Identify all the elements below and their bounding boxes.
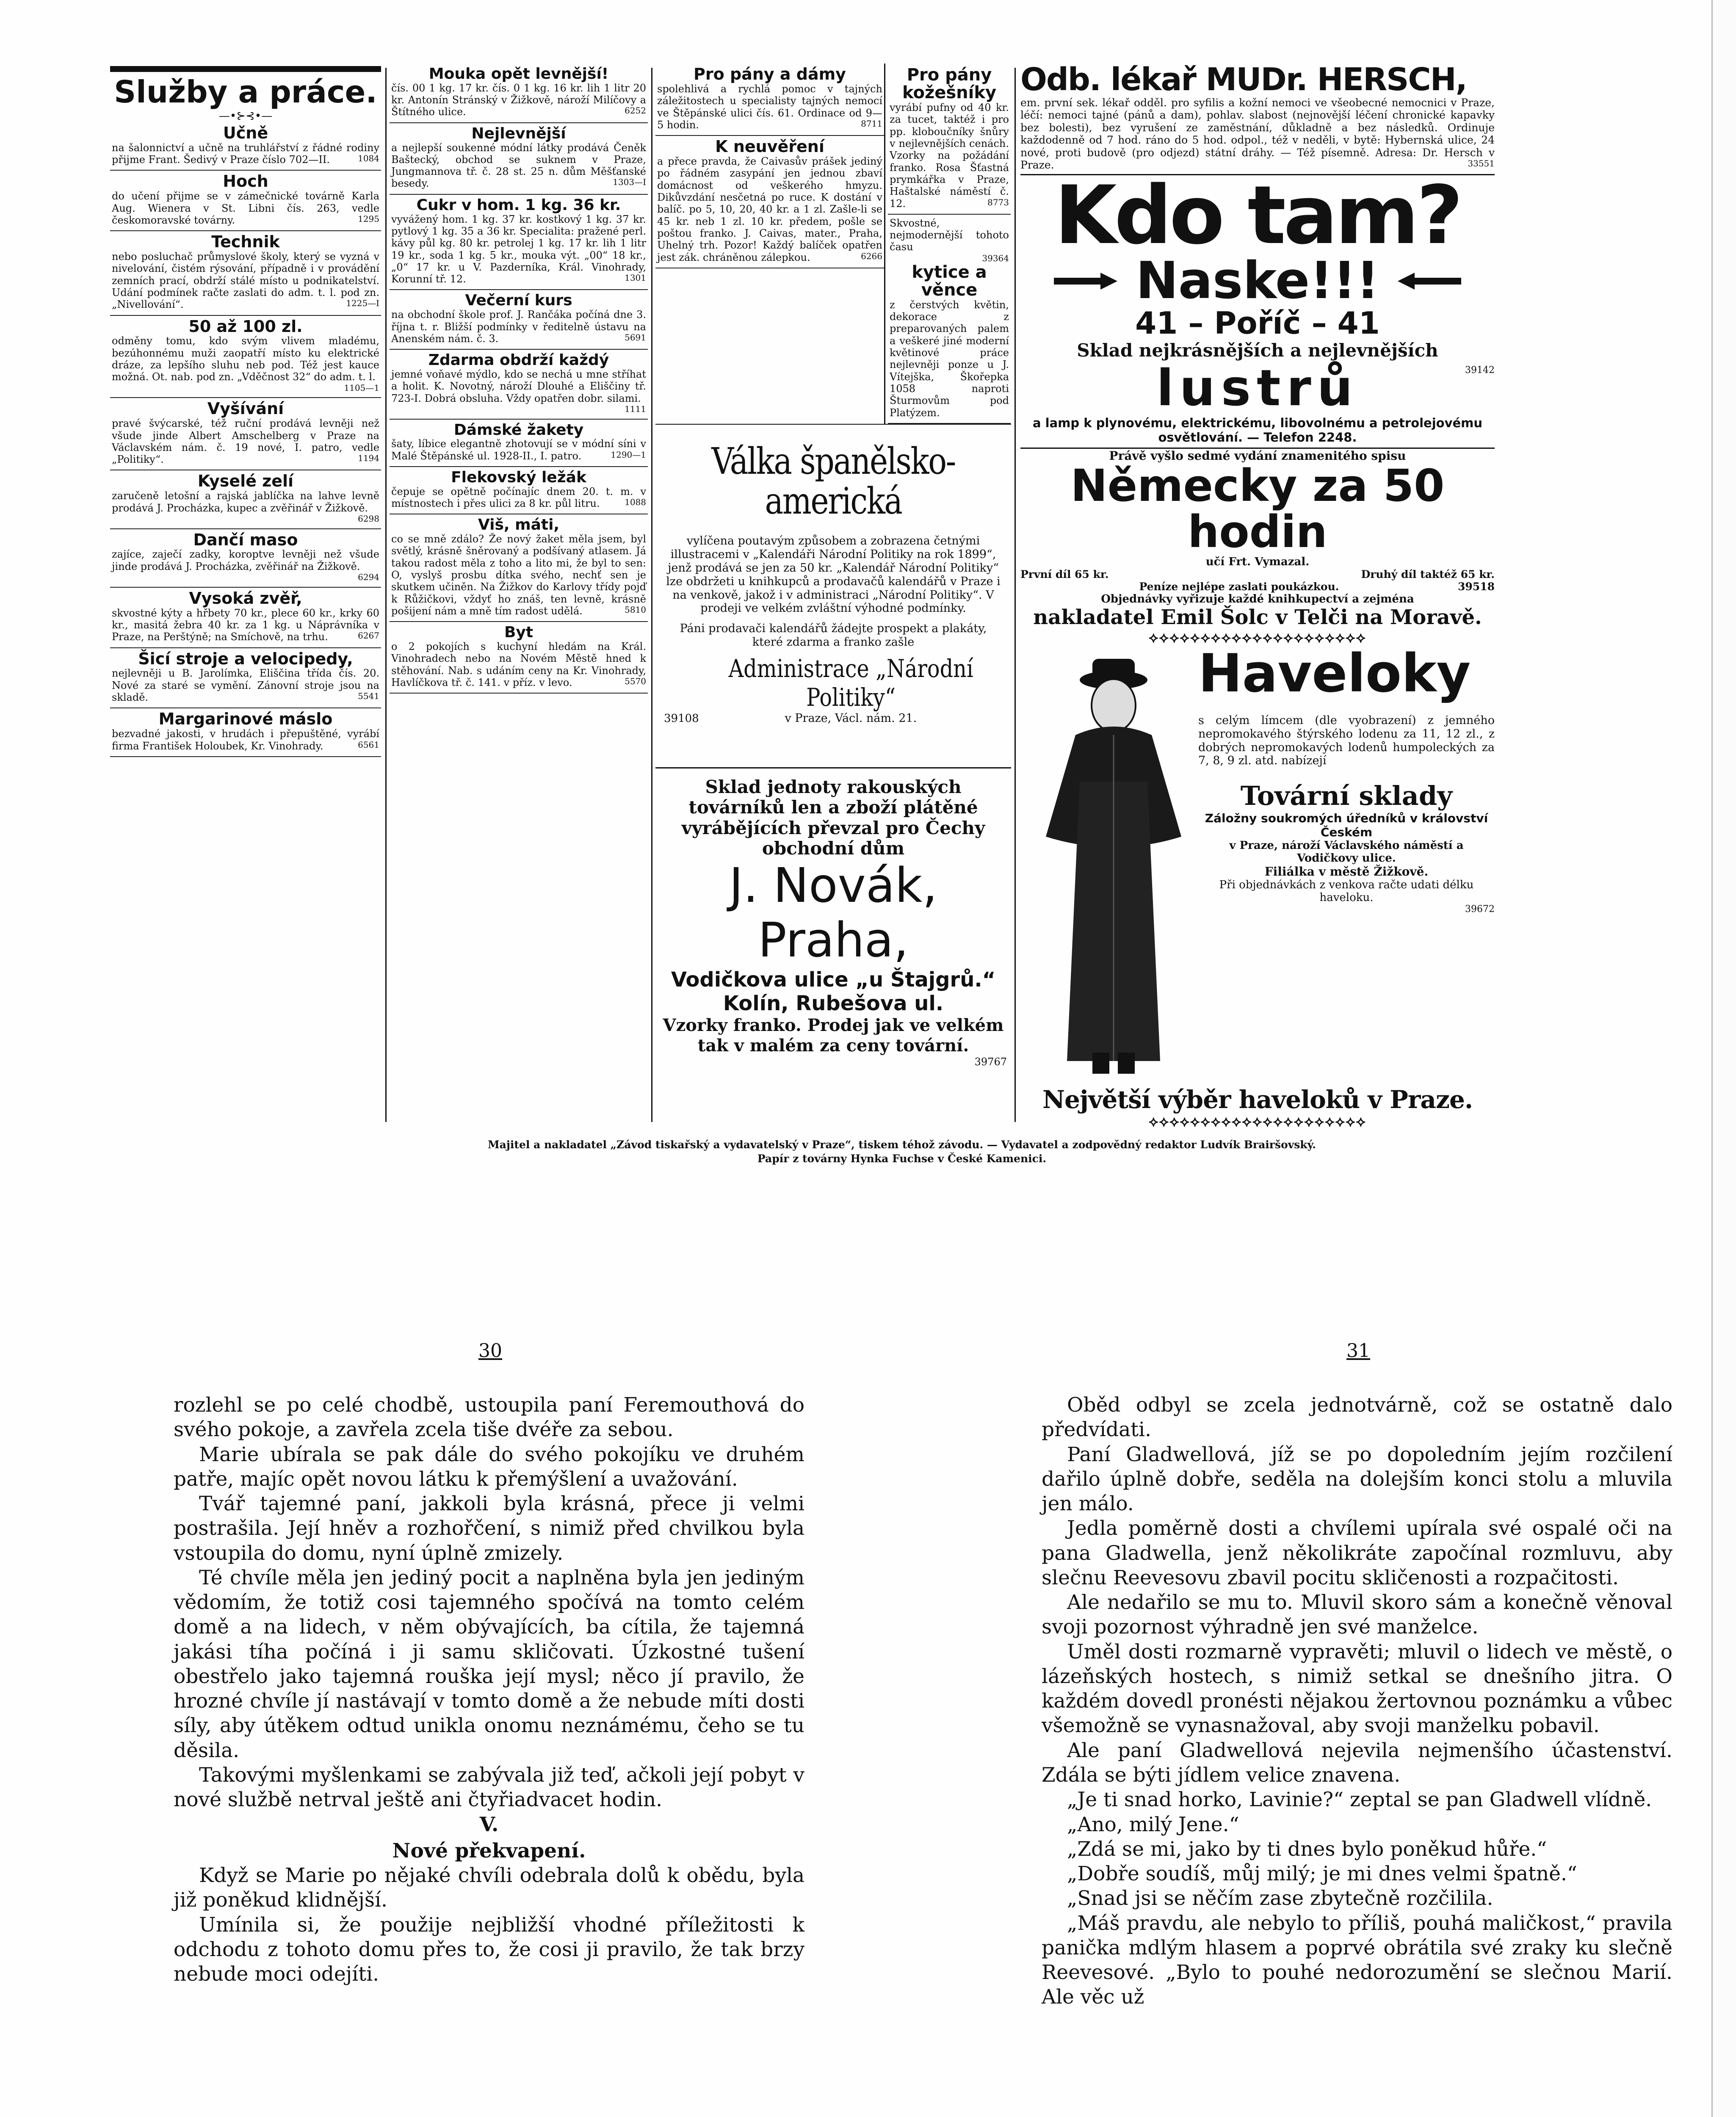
classified-ad: [110, 122, 381, 171]
page-right-edge: [1711, 0, 1736, 2117]
ad-title: Šicí stroje a velocipedy,: [138, 649, 353, 668]
ad-text: vyvážený hom. 1 kg. 37 kr. kostkový 1 kg. 37 kr. pytlový 1 kg. 35 a 36 kr. Specialita: pražené perl. kávy půl kg. 80 kr. petrolej 1 kg. 17 kr. lih 1 litr 19 kr., soda 1 kg. 5 kr., mouka výt. „00“ 18 kr., „0“ 17 kr. u V. Pazderníka, Král. Vinohrady, Korunní tř. 12. 1301: [391, 213, 646, 285]
classified-ad: [110, 708, 381, 757]
classified-ad: [110, 529, 381, 588]
ad-column-1: [110, 64, 381, 757]
ad-title: 50 až 100 zl.: [188, 317, 303, 336]
ad-number: 1303—I: [613, 177, 646, 188]
pointing-hand-right-icon: [1054, 268, 1126, 294]
war-admin: Administrace „Národní Politiky“: [728, 654, 973, 712]
naske-title: Naske!!!: [1136, 251, 1379, 310]
ad-text: čís. 00 1 kg. 17 kr. čís. 0 1 kg. 16 kr. lih 1 litr 20 kr. Antonín Stránský v Žižkově, nároží Milíčovy a Štítného ulice. 6252: [391, 82, 646, 118]
classified-ad: [390, 123, 648, 195]
ad-number: 1111: [625, 404, 646, 414]
haveloky-zalozny: Záložny soukromých úředníků v království Českém: [1205, 811, 1488, 840]
ad-number: 6252: [625, 105, 646, 116]
ad-text: z čerstvých květin, dekorace z preparovaných palem a veškeré jiné moderní květinové práce nejlevněji ponze u J. Vítejška, Škořepka 1058 naproti Šturmovům pod Platýzem.: [890, 298, 1009, 419]
page-31-text: [1042, 1393, 1672, 2010]
classified-ad: [390, 420, 648, 467]
imprint-line-1: Majitel a nakladatel „Závod tiskařský a vydavatelský v Praze“, tiskem téhož závodu. — Vydavatel a zodpovědný redaktor Ludvík Brairšovský.: [487, 1139, 1316, 1151]
page-number-left: 30: [478, 1340, 502, 1362]
ad-text: zaručeně letošní a rajská jablíčka na lahve levně prodává J. Procházka, kupec a zvěřinář v Žižkově. 6298: [112, 490, 379, 524]
ad-title: Pro pány kožešníky: [902, 65, 997, 102]
nem-part-2: Druhý díl taktéž 65 kr.: [1361, 568, 1495, 580]
ad-number: 1290—1: [611, 449, 646, 460]
ad-number: 8711: [861, 118, 882, 129]
nem-part-1: První díl 65 kr.: [1020, 568, 1109, 580]
nem-title: Německy za 50 hodin: [1070, 460, 1445, 558]
ad-text: na obchodní škole prof. J. Rančáka počíná dne 3. října t. r. Bližší podmínky v ředitelně ústavu na Anenském nám. č. 3. 5691: [391, 309, 646, 345]
coat-illustration-icon: [1029, 655, 1198, 1078]
kdo-tam-headline: Kdo tam?: [1054, 168, 1461, 262]
ad-column-3: [655, 64, 1011, 1076]
novak-tail: Vzorky franko. Prodej jak ve velkém tak v malém za ceny tovární.: [663, 1015, 1004, 1056]
ornament-border: ⟡⟡⟡⟡⟡⟡⟡⟡⟡⟡⟡⟡⟡⟡⟡⟡⟡⟡⟡⟡⟡: [1149, 629, 1366, 646]
ad-number: 1088: [625, 497, 646, 508]
ad-number: 6267: [358, 630, 379, 641]
haveloky-ad: [1020, 643, 1495, 1086]
paragraph: Uměl dosti rozmarně vypravěti; mluvil o lidech ve městě, o lázeňských hostech, s nimiž setkal se dnešního jitra. O každém dovedl pronésti nějakou žertovnou poznámku a vůbec všemožně se vynasnažoval, aby svoji manželku pobavil.: [1042, 1640, 1672, 1738]
ad-number: 1295: [358, 213, 379, 224]
ad-list: [390, 64, 648, 694]
ad-text: vyrábí pufny od 40 kr. za tucet, taktéž i pro pp. kloboučníky šnůry v nejlevnějších cenách. Vzorky na požádání franko. Rosa Šťastná prymkářka v Praze, Haštalské náměstí č. 12. 8773: [890, 102, 1009, 210]
ad-number: 8773: [987, 197, 1009, 207]
pointing-hand-left-icon: [1389, 268, 1461, 294]
classified-ad: [110, 470, 381, 529]
paragraph: Tvář tajemné paní, jakkoli byla krásná, přece ji velmi postrašila. Její hněv a rozhořčení, s nimiž před chvilkou byla vstoupila do domu, nyní úplně zmizely.: [174, 1492, 804, 1565]
nem-payment: Peníze nejlépe zaslati poukázkou. 39518: [1139, 580, 1495, 593]
advertisement-sheet: [110, 64, 1651, 1130]
nem-number: 39518: [1458, 580, 1495, 593]
paragraph: „Snad jsi se něčím zase zbytečně rozčilila.: [1067, 1887, 1493, 1910]
lustru-number: 39142: [1465, 365, 1495, 376]
ad-text: spolehlivá a rychlá pomoc v tajných záležitostech u specialisty tajných nemocí ve Štěpánské ulici čís. 61. Ordinace od 9—5 hodin. 8711: [657, 83, 882, 131]
novak-address-1: Vodičkova ulice „u Štajgrů.“: [671, 967, 996, 992]
ad-text: zajíce, zaječí zadky, koroptve levněji než všude jinde prodává J. Procházka, zvěřinář na Žižkově. 6294: [112, 548, 379, 583]
novak-ad: [655, 767, 1011, 1076]
paragraph: Když se Marie po nějaké chvíli odebrala dolů k obědu, byla již poněkud klidnější.: [174, 1864, 804, 1912]
novak-name: J. Novák, Praha,: [729, 858, 937, 968]
ad-list: [885, 64, 1011, 424]
classified-ad: [110, 398, 381, 470]
chapter-number: V.: [479, 1813, 499, 1836]
column-rule: [651, 68, 652, 1122]
nem-author: učí Frt. Vymazal.: [1205, 555, 1310, 568]
column-rule: [1015, 68, 1016, 1122]
ad-title: Technik: [211, 232, 280, 251]
ad-title: Margarinové máslo: [158, 710, 333, 729]
ad-column-2: [390, 64, 648, 694]
page-top-margin: [0, 0, 1736, 64]
haveloky-banner: Největší výběr haveloků v Praze.: [1042, 1085, 1473, 1114]
naske-row: [1020, 251, 1495, 310]
paragraph: Té chvíle měla jen jediný pocit a naplněna byla jen jediným vědomím, že totiž cosi tajemného spočívá na tomto celém domě a na lidech, v něm obývajících, ba cítila, že tajemná jakási tíha počíná i ji samu skličovati. Úzkostné tušení obestřelo jako tajemná rouška její mysl; něco jí pravilo, že hrozné chvíle jí nastávají v tomto domě a že nebude míti dosti síly, aby útěkem odtud unikla onomu neznámému, čeho se tu děsila.: [174, 1566, 804, 1762]
paragraph: „Zdá se mi, jako by ti dnes bylo poněkud hůře.“: [1067, 1837, 1547, 1861]
ad-text: na šalonnictví a učně na truhlářství z řádné rodiny přijme Frant. Šedivý v Praze číslo 702—II. 1084: [112, 141, 379, 166]
page-30-text: [174, 1393, 804, 1987]
lamp-line: a lamp k plynovému, elektrickému, libovolnému a petrolejovému osvětlování. — Telefon 2248.: [1032, 415, 1483, 445]
classified-ad: [110, 588, 381, 648]
haveloky-filial: Filiálka v městě Žižkově.: [1264, 865, 1429, 879]
classified-ad: [390, 350, 648, 419]
nem-publisher: nakladatel Emil Šolc v Telči na Moravě.: [1033, 605, 1482, 629]
haveloky-number: 39672: [1465, 904, 1495, 915]
nem-intro: Právě vyšlo sedmé vydání znamenitého spisu: [1109, 449, 1406, 463]
ornament-border: ⟡⟡⟡⟡⟡⟡⟡⟡⟡⟡⟡⟡⟡⟡⟡⟡⟡⟡⟡⟡⟡: [1149, 1113, 1366, 1130]
paragraph: Marie ubírala se pak dále do svého pokojíku ve druhém patře, majíc opět novou látku k přemýšlení a uvažování.: [174, 1443, 804, 1491]
ad-text: šaty, líbice elegantně zhotovují se v módní síni v Malé Štěpánské ul. 1928-II., I. patro. 1290—1: [391, 438, 646, 462]
ad-title: Vysoká zvěř,: [189, 589, 302, 608]
novak-number: 39767: [974, 1056, 1007, 1068]
ad-text: odměny tomu, kdo svým vlivem mladému, bezúhonnému muži zaopatří místo ku elektrické dráze, za lepšího sluhu neb pod. Též jest kauce možná. Ot. nab. pod zn. „Vděčnost 32“ do adm. t. l. 1105—1: [112, 335, 379, 393]
ad-title: Hoch: [223, 172, 268, 191]
ad-number: 1194: [358, 453, 379, 464]
paragraph: Oběd odbyl se zcela jednotvárně, což se ostatně dalo předvídati.: [1042, 1393, 1672, 1442]
war-address: v Praze, Václ. nám. 21.: [785, 711, 917, 725]
ad-number: 6266: [861, 251, 882, 261]
paragraph: Umínila si, že použije nejbližší vhodné příležitosti k odchodu z tohoto domu přes to, že cosi ji pravilo, že tak brzy nebude moci odejíti.: [174, 1913, 804, 1986]
column-rule: [385, 68, 387, 1122]
haveloky-address: v Praze, nároží Václavského náměstí a Vodičkovy ulice.: [1229, 839, 1464, 865]
ad-text: a nejlepší soukenné módní látky prodává Čeněk Baštecký, obchod se suknem v Praze, Jungmannova tř. č. 28 st. 25 n. dům Měšťanské besedy. 1303—I: [391, 141, 646, 190]
ad-number: 5570: [625, 676, 646, 687]
war-text: vylíčena poutavým způsobem a zobrazena četnými illustracemi v „Kalendáři Národní Politiky na rok 1899“, jenž prodává se jen za 50 kr. „Kalendář Národní Politiky“ lze obdržeti u knihkupců a prodavačů kalendářů v Praze i na venkově, jakož i v administraci „Národní Politiky“. V prodeji ve velkém zvláštní výhodné podmínky.: [666, 534, 1001, 615]
ad-number: 1084: [358, 153, 379, 163]
haveloky-order: Při objednávkách z venkova račte udati délku haveloku.: [1219, 879, 1474, 904]
black-rule: [110, 66, 381, 72]
ad-title: Pro pány a dámy: [694, 65, 846, 83]
ad-number: 5541: [358, 691, 379, 702]
ad-text: jemné voňavé mýdlo, kdo se nechá u mne stříhat a holit. K. Novotný, nároží Dlouhé a Eliščiny tř. 723-I. Dobrá obsluha. Vždy opatřen dobr. silami. 1111: [391, 368, 646, 414]
haveloky-text: s celým límcem (dle vyobrazení) z jemného nepromokavého štýrského lodenu za 11, 12 zl., z dobrých nepromokavých lodenů humpoleckých za 7, 8, 9 zl. atd. nabízejí: [1198, 713, 1495, 768]
ad-text: a přece pravda, že Caivasův prášek jediný po řádném zasypání jen jednou zbaví domácnost od veškerého hmyzu. Dikůvzdání nesčetná po ruce. K dostání v balíč. po 5, 10, 20, 40 kr. a 1 zl. Zašle-li se 45 kr. neb 1 zl. 10 kr. předem, pošle se poštou franko. J. Caivas, mater., Praha, Uhelný trh. Pozor! Každý balíček opatřen jest zák. chráněnou zálepkou. 6266: [657, 155, 882, 263]
paragraph: Paní Gladwellová, jíž se po dopoledním jejím rozčilení dařilo úplně dobře, seděla na dolejším konci stolu a mluvila jen málo.: [1042, 1443, 1672, 1516]
classified-ad: [390, 290, 648, 350]
paragraph: rozlehl se po celé chodbě, ustoupila paní Feremouthová do svého pokoje, a zavřela zcela tiše dvéře za sebou.: [174, 1393, 804, 1442]
war-title: Válka španělsko-americká: [711, 440, 955, 523]
ad-title: Dančí maso: [193, 530, 298, 549]
ad-number: 5810: [625, 605, 646, 615]
haveloky-sklady: Tovární sklady: [1240, 780, 1453, 812]
ad-title: kytice a věnce: [912, 262, 987, 300]
ad-title: Večerní kurs: [465, 292, 572, 310]
ad-number: 5691: [625, 332, 646, 343]
ad-list: [110, 122, 381, 757]
nem-orders: Objednávky vyřizuje každé knihkupectví a zejména: [1101, 592, 1414, 605]
war-number: 39108: [664, 712, 699, 725]
paragraph: „Máš pravdu, ale nebylo to příliš, pouhá maličkost,“ pravila panička mdlým hlasem a poprvé obrátila své zraky ku slečně Reevesové. „Bylo to pouhé nedorozumění se slečnou Marií. Ale věc už: [1042, 1911, 1672, 2009]
novak-address-2: Kolín, Rubešova ul.: [723, 991, 944, 1015]
classified-ad: [390, 195, 648, 290]
ad-title: Flekovský ležák: [451, 468, 586, 486]
novak-intro: Sklad jednoty rakouských továrníků len a zboží plátěné vyrábějících převzal pro Čechy obchodní dům: [681, 776, 985, 859]
ad-number: 6298: [358, 513, 379, 524]
section-header: Služby a práce.: [114, 74, 377, 110]
classified-ad: [110, 648, 381, 709]
paragraph: „Dobře soudíš, můj milý; je mi dnes velmi špatně.“: [1067, 1862, 1577, 1886]
ad-number: 1105—1: [344, 382, 379, 393]
imprint: [203, 1138, 1601, 1166]
classified-ad: [390, 514, 648, 622]
ad-pretext: Skvostné, nejmodernější tohoto času: [890, 217, 1009, 253]
page-number-right: 31: [1346, 1340, 1370, 1362]
ad-title: Kyselé zelí: [197, 472, 294, 491]
hersch-title: Odb. lékař MUDr. HERSCH,: [1020, 64, 1467, 98]
ad-number: 6294: [358, 572, 379, 583]
chapter-title: Nové překvapení.: [392, 1839, 586, 1863]
ad-list: [655, 64, 884, 424]
war-text-2: Páni prodavači kalendářů žádejte prospekt a plakáty, které zdarma a franko zašle: [680, 622, 987, 649]
ornament: —•⊱⊰•—: [218, 109, 273, 122]
paragraph: „Je ti snad horko, Lavinie?“ zeptal se pan Gladwell vlídně.: [1067, 1788, 1652, 1812]
ad-text: co se mně zdálo? Že nový žaket měla jsem, byl světlý, krásně šněrovaný a podšívaný atlasem. Já takou radost měla z toho a lito mi, že byl to sen: O, vyslyš prosbu dítka svého, nechť sen je skutkem učiněn. Na Žižkov do Karlovy třídy pojď k Růžičkovi, vždyť ho znáš, ten levně, krásně pošijení nám a mně tím radost udělá. 5810: [391, 533, 646, 617]
paragraph: Ale nedařilo se mu to. Mluvil skoro sám a konečně věnoval svoji pozornost výhradně jen své manželce.: [1042, 1591, 1672, 1639]
ad-text: pravé švýcarské, též ruční prodává levněji než všude jinde Albert Amschelberg v Praze na Václavském nám. č. 19 nové, I. patro, vedle „Politiky“. 1194: [112, 417, 379, 466]
ad-title: Cukr v hom. 1 kg. 36 kr.: [416, 196, 621, 214]
ad-title: Nejlevnější: [471, 124, 566, 142]
ad-title: Mouka opět levnější!: [428, 65, 609, 83]
ad-pretext-number: 39364: [982, 253, 1009, 263]
sklad-line: Sklad nejkrásnějších a nejlevnějších: [1077, 340, 1438, 361]
classified-ad: [655, 136, 884, 268]
classified-ad: [390, 467, 648, 514]
imprint-line-2: Papír z továrny Hynka Fuchse v České Kamenici.: [757, 1152, 1047, 1165]
classified-ad: [888, 64, 1011, 215]
ad-text: nebo posluchač průmyslové školy, který se vyzná v nivelování, čistém rýsování, případně i v provádění zemních prací, obdrží stálé místo u podnikatelství. Udání podmínek račte zaslati do adm. t. l. pod zn. „Nivellování“. 1225—I: [112, 251, 379, 311]
classified-ad: [390, 64, 648, 123]
paragraph: Ale paní Gladwellová nejevila nejmenšího účastenství. Zdála se býti jídlem velice znavena.: [1042, 1738, 1672, 1787]
ad-text: do učení přijme se v zámečnické továrně Karla Aug. Wienera v St. Libni čís. 263, vedle českomoravské továrny. 1295: [112, 190, 379, 226]
ad-text: o 2 pokojích s kuchyní hledám na Král. Vinohradech nebo na Novém Městě hned k stěhování. Nab. s udáním ceny na Kr. Vinohrady, Havlíčkova tř. č. 141. v příz. v levo. 5570: [391, 641, 646, 689]
ad-title: Viš, máti,: [478, 516, 560, 534]
classified-ad: [888, 215, 1011, 424]
classified-ad: [110, 171, 381, 231]
ad-row-top: [655, 64, 1011, 424]
ad-title: Vyšívání: [207, 399, 284, 418]
classified-ad: [390, 622, 648, 694]
ad-text: skvostné kýty a hřbety 70 kr., plece 60 kr., krky 60 kr., masitá žebra 40 kr. za 1 kg. u Náprávníka v Praze, na Perštýně; na Smíchově, na trhu. 6267: [112, 607, 379, 643]
ad-title: Učně: [223, 123, 268, 142]
ad-number: 1225—I: [346, 298, 379, 309]
ad-number: 6561: [358, 739, 379, 750]
paragraph: Takovými myšlenkami se zabývala již teď, ačkoli její pobyt v nové službě netrval ještě ani čtyřiadvacet hodin.: [174, 1763, 804, 1812]
ad-text: bezvadné jakosti, v hrudách i přepuštěné, vyrábí firma František Holoubek, Kr. Vinohrady. 6561: [112, 728, 379, 752]
ad-text: čepuje se opětně počínajíc dnem 20. t. m. v místnostech i přes ulici za 8 kr. půl litru. 1088: [391, 485, 646, 510]
hersch-number: 33551: [1468, 158, 1495, 169]
ad-title: Dámské žakety: [453, 421, 584, 439]
ad-title: K neuvěření: [715, 137, 824, 156]
classified-ad: [655, 64, 884, 136]
haveloky-title: Haveloky: [1198, 643, 1471, 704]
ad-column-4: [1020, 64, 1495, 1130]
ad-text: nejlevněji u B. Jarolímka, Eliščina třída čís. 20. Nové za staré se vymění. Zánovní stroje jsou na skladě. 5541: [112, 667, 379, 704]
ad-title: Zdarma obdrží každý: [428, 351, 609, 369]
classified-ad: [110, 231, 381, 315]
ad-title: Byt: [504, 624, 534, 641]
classified-ad: [110, 316, 381, 398]
war-ad: [655, 424, 1011, 729]
lustru-title: lustrů: [1156, 358, 1359, 417]
paragraph: Jedla poměrně dosti a chvílemi upírala své ospalé oči na pana Gladwella, jenž několikráte započínal rozmluvu, aby slečnu Reevesovu zbavil pocitu skličenosti a rozpačitosti.: [1042, 1517, 1672, 1589]
porc-address: 41 – Poříč – 41: [1135, 305, 1380, 341]
hersch-text: em. první sek. lékař odděl. pro syfilis a kožní nemoci ve všeobecné nemocnici v Praze, léčí: nemoci tajné (pánů a dam), pohlav. slabost (nejnovější léčení chronické kapavky bez bolesti), bez vyrušení ze zaměstnání, důkladně a bez následků. Ordinuje každodenně od 7 hod. ráno do 5 hod. odpol., též v neděli, v bytě: Hybernská ulice, 24 nové, proti budově (pro odjezd) státní dráhy. — Též písemně. Adresa: Dr. Hersch v Praze. 33551: [1020, 96, 1495, 171]
paragraph: „Ano, milý Jene.“: [1067, 1813, 1239, 1836]
ad-number: 1301: [625, 273, 646, 283]
